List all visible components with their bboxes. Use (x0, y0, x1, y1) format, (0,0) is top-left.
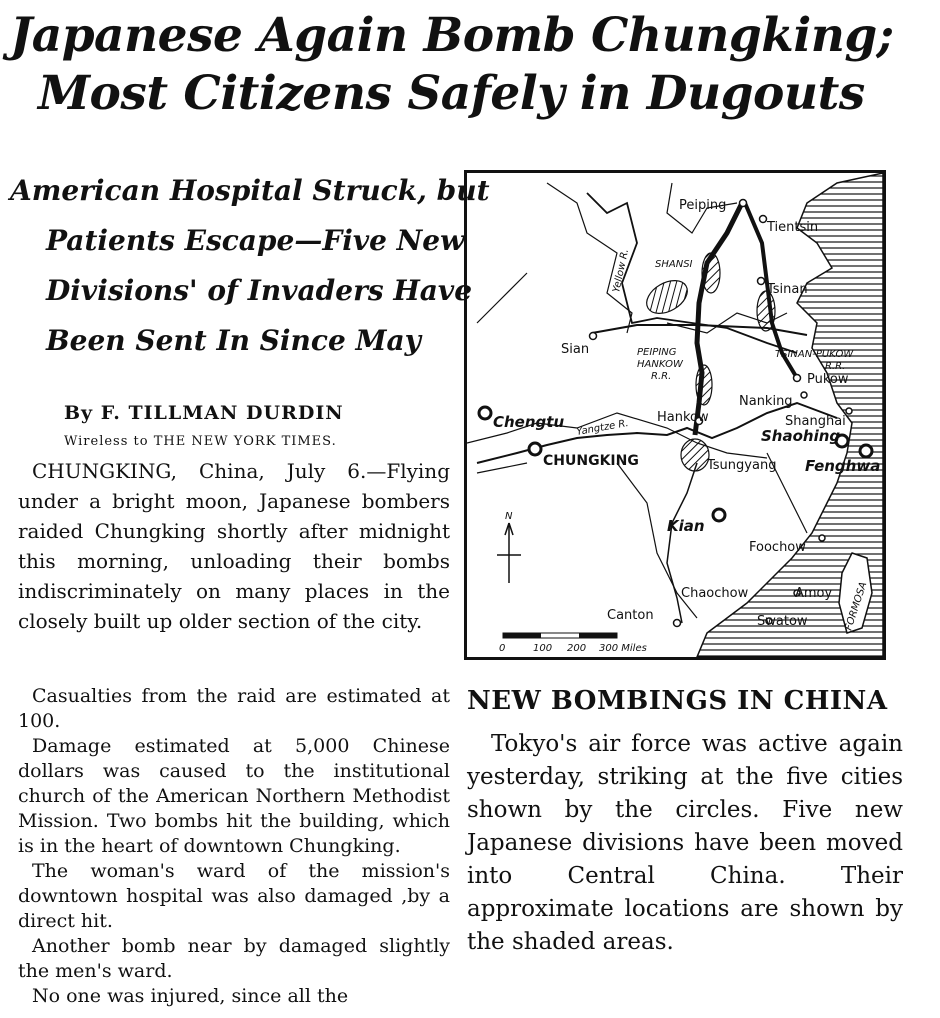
division-area-peiping-hankow (702, 253, 720, 293)
byline: By F. TILLMAN DURDIN (64, 402, 344, 424)
scale-bar (503, 633, 617, 638)
label-tsinan: Tsinan (767, 282, 808, 297)
label-formosa: FORMOSA (843, 580, 870, 632)
label-nanking: Nanking (739, 394, 793, 409)
label-peiping: Peiping (679, 198, 727, 213)
label-tsinan-pukow: TSINAN-PUKOW (775, 349, 854, 360)
city-dot-shanghai (846, 408, 852, 414)
division-area-shansi (641, 274, 693, 320)
bombed-circle-fenghwa (860, 445, 872, 457)
north-arrow (497, 523, 521, 583)
scale-label-200: 200 (567, 643, 587, 654)
map-svg (467, 173, 883, 657)
paragraph-mens-ward: Another bomb near by damaged slightly the men's ward. (18, 935, 450, 982)
label-rr-1: R.R. (651, 371, 672, 382)
label-shanghai: Shanghai (785, 414, 846, 429)
label-shansi: SHANSI (655, 259, 693, 270)
label-hankow-rr: HANKOW (637, 359, 683, 370)
city-dot-canton (674, 620, 681, 627)
label-fenghwa: Fenghwa (805, 457, 881, 475)
deck-line-3: Divisions' of Invaders Have (46, 274, 473, 307)
lead-paragraph: CHUNGKING, China, July 6.—Flying under a bright moon, Japanese bombers raided Chungking shortly after midnight this morning, unloading their bombs indiscriminately on many places in the closely built up older section of the city. (18, 459, 450, 633)
label-peiping-rr: PEIPING (637, 347, 677, 358)
label-shaohing: Shaohing (761, 427, 841, 445)
city-dot-foochow (819, 535, 825, 541)
city-dot-tsinan (758, 278, 765, 285)
scale-label-100: 100 (533, 643, 553, 654)
scale-label-300-miles: 300 Miles (599, 643, 647, 654)
headline-line-2: Most Citizens Safely in Dugouts (38, 66, 865, 121)
label-tientsin: Tientsin (767, 220, 819, 235)
deck-line-4: Been Sent In Since May (46, 324, 421, 357)
label-tsungyang: Tsungyang (707, 458, 777, 473)
division-area-tsungyang (681, 439, 709, 471)
label-canton: Canton (607, 608, 654, 623)
deck (10, 166, 490, 366)
division-area-tsinan-pukow (757, 291, 775, 331)
label-chaochow: Chaochow (681, 586, 749, 601)
label-yangtze-river: Yangtze R. (575, 417, 630, 438)
label-swatow: Swatow (757, 614, 808, 629)
paragraph-womans-ward: The woman's ward of the mission's downtown hospital was also damaged ,by a direct hit. (18, 860, 450, 932)
city-dot-pukow (794, 375, 801, 382)
map-section-head: NEW BOMBINGS IN CHINA (467, 686, 888, 716)
bombed-circle-chengtu (479, 407, 491, 419)
china-map (464, 170, 886, 660)
paragraph-casualties: Casualties from the raid are estimated at 100. (18, 685, 450, 732)
paragraph-damage: Damage estimated at 5,000 Chinese dollars was caused to the institutional church of the American Northern Methodist Mission. Two bombs hit the building, which is in the heart of downtown Chungking. (18, 735, 450, 857)
label-kian: Kian (667, 517, 705, 535)
map-caption: Tokyo's air force was active again yesterday, striking at the five cities shown by the circles. Five new Japanese divisions have been moved into Central China. Their approximate locations are shown by the shaded areas. (467, 731, 903, 955)
label-chungking: CHUNGKING (543, 453, 639, 469)
headline-line-1: Japanese Again Bomb Chungking; (10, 8, 894, 63)
bombed-circle-kian (713, 509, 725, 521)
label-amoy: Amoy (795, 586, 833, 601)
label-pukow: Pukow (807, 372, 849, 387)
deck-line-1: American Hospital Struck, but (10, 174, 490, 207)
city-dot-nanking (801, 392, 807, 398)
wireless-credit: Wireless to THE NEW YORK TIMES. (64, 434, 337, 449)
paragraph-no-one-injured: No one was injured, since all the (32, 985, 349, 1007)
division-area-hankow-north (696, 365, 712, 405)
label-rr-2: R.R. (825, 361, 846, 372)
article-body (18, 684, 450, 1009)
city-dot-sian (590, 333, 597, 340)
label-sian: Sian (561, 342, 590, 357)
deck-line-2: Patients Escape—Five New (46, 224, 465, 257)
label-yellow-river: Yellow R. (611, 247, 632, 294)
scale-label-0: 0 (499, 643, 506, 654)
label-hankow: Hankow (657, 410, 709, 425)
label-chengtu: Chengtu (493, 413, 565, 431)
north-arrow-label: N (505, 511, 513, 522)
label-foochow: Foochow (749, 540, 806, 555)
city-dot-tientsin (760, 216, 767, 223)
city-dot-peiping (740, 200, 747, 207)
bombed-circle-chungking (529, 443, 541, 455)
